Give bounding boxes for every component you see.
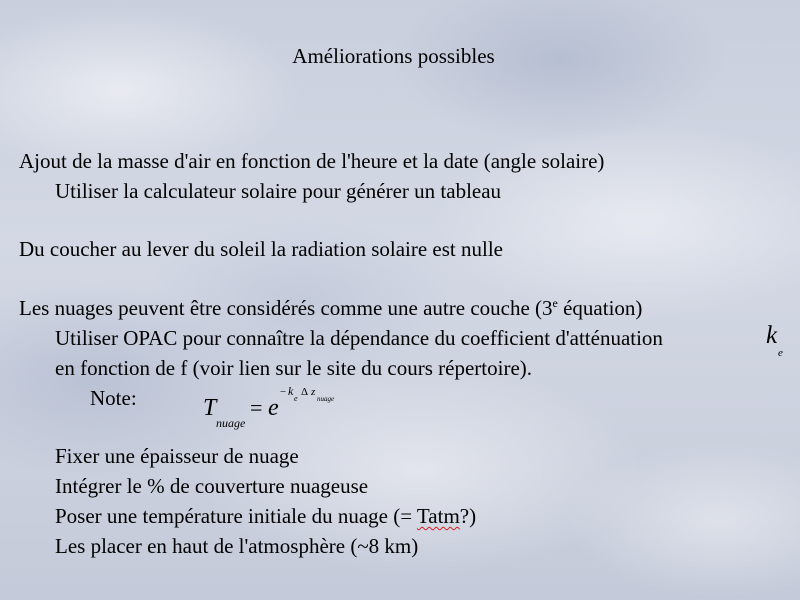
- spellcheck-word-tatm: Tatm: [416, 504, 460, 528]
- superscript-e: e: [552, 296, 558, 310]
- symbol-k-subscript: e: [778, 347, 783, 359]
- formula-T: T: [203, 395, 217, 421]
- formula-equals: =: [250, 395, 263, 420]
- formula-exp-z-subscript: nuage: [317, 395, 335, 403]
- formula-exp-k: k: [288, 384, 294, 398]
- symbol-k: k: [766, 322, 778, 349]
- text-night-radiation: Du coucher au lever du soleil la radiation solaire est nulle: [19, 237, 503, 261]
- text-initial-temperature: [55, 504, 476, 528]
- text-opac: Utiliser OPAC pour connaître la dépendance du coefficient d'atténuation: [55, 326, 663, 350]
- clouds-text-end: équation): [557, 296, 643, 320]
- text-solar-calculator: Utiliser la calculateur solaire pour générer un tableau: [55, 179, 502, 203]
- formula-base-e: e: [268, 395, 279, 421]
- formula-T-subscript: nuage: [216, 416, 246, 430]
- formula-exp-z: z: [311, 386, 316, 398]
- formula-exp-delta: Δ: [301, 386, 309, 398]
- text-cloud-thickness: Fixer une épaisseur de nuage: [55, 444, 299, 468]
- text-note: Note:: [90, 386, 137, 410]
- text-clouds-layer: [19, 296, 642, 323]
- text-place-top: Les placer en haut de l'atmosphère (~8 km): [55, 534, 419, 558]
- temperature-text-start: Poser une température initiale du nuage (=: [55, 504, 417, 528]
- slide-title: Améliorations possibles: [292, 44, 495, 68]
- clouds-text-start: Les nuages peuvent être considérés comme une autre couche (3: [19, 296, 553, 320]
- text-function-f: en fonction de f (voir lien sur le site du cours répertoire).: [55, 356, 533, 380]
- temperature-text-end: ?): [459, 504, 477, 528]
- text-cloud-coverage: Intégrer le % de couverture nuageuse: [55, 474, 369, 498]
- formula-exp-minus: −: [280, 386, 287, 398]
- text-air-mass: Ajout de la masse d'air en fonction de l'heure et la date (angle solaire): [19, 149, 605, 173]
- formula-exp-k-subscript: e: [294, 394, 298, 403]
